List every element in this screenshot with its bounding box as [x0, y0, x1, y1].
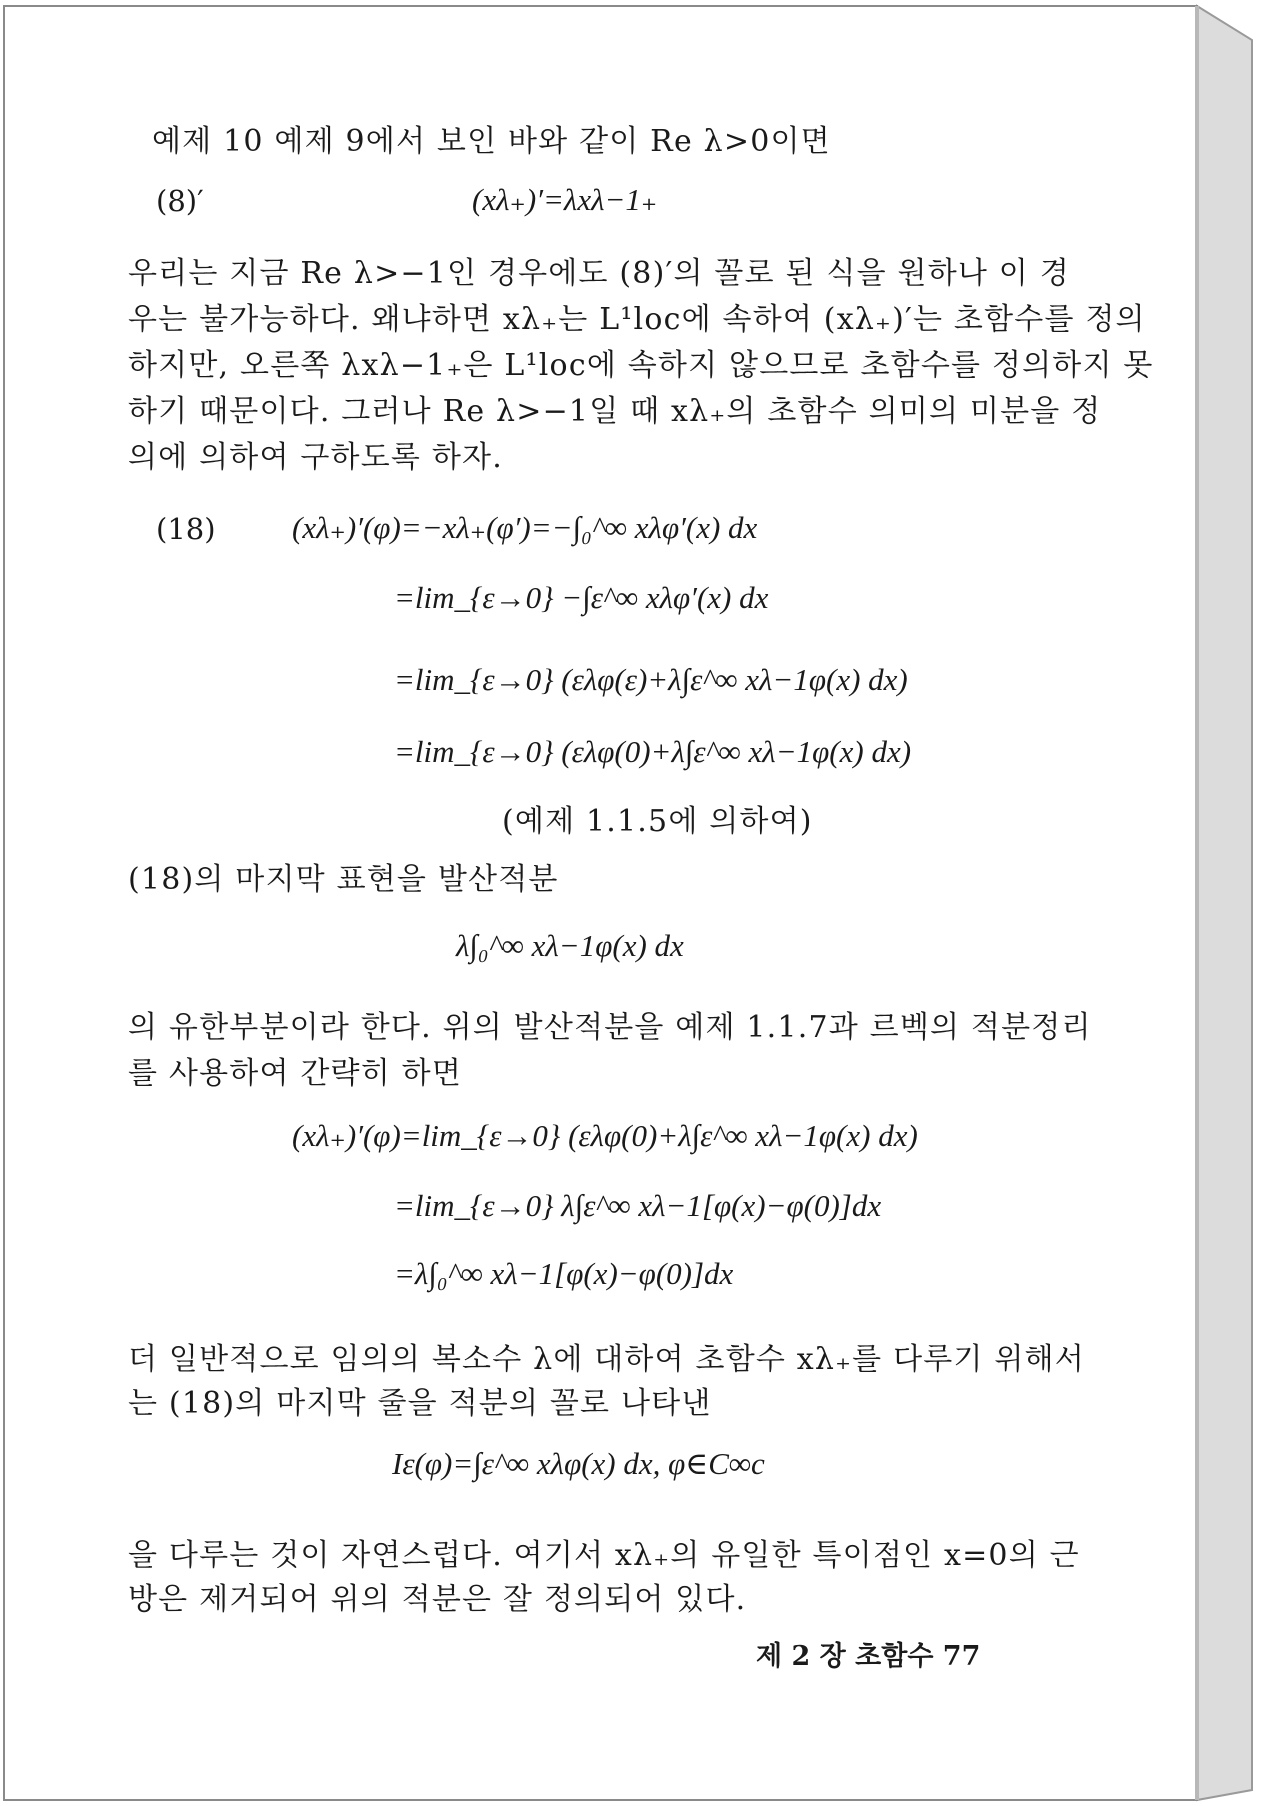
page-content [4, 6, 1200, 1800]
formula-line: λ∫₀^∞ xλ−1φ(x) dx [456, 928, 684, 963]
text-line: 을 다루는 것이 자연스럽다. 여기서 xλ₊의 유일한 특이점인 x=0의 근 [128, 1538, 1080, 1573]
formula-line: (xλ₊)′=λxλ−1₊ [472, 182, 658, 217]
formula-line: =lim_{ε→0} (ελφ(0)+λ∫ε^∞ xλ−1φ(x) dx) [394, 734, 912, 769]
text-line: (18)의 마지막 표현을 발산적분 [128, 862, 559, 897]
formula-line: Iε(φ)=∫ε^∞ xλφ(x) dx, φ∈C∞c [392, 1446, 765, 1481]
formula-line: (xλ₊)′(φ)=lim_{ε→0} (ελφ(0)+λ∫ε^∞ xλ−1φ(x) dx) [292, 1118, 918, 1153]
text-line: 의 유한부분이라 한다. 위의 발산적분을 예제 1.1.7과 르벡의 적분정리 [128, 1010, 1092, 1045]
text-line: (8)′ [156, 184, 204, 218]
text-line: 하지만, 오른쪽 λxλ−1₊은 L¹loc에 속하지 않으므로 초함수를 정의하지 못 [128, 348, 1154, 383]
text-line: 를 사용하여 간략히 하면 [128, 1056, 463, 1091]
text-line: 더 일반적으로 임의의 복소수 λ에 대하여 초함수 xλ₊를 다루기 위해서 [128, 1342, 1085, 1377]
text-line: 하기 때문이다. 그러나 Re λ>−1일 때 xλ₊의 초함수 의미의 미분을 정 [128, 394, 1102, 429]
formula-line: =lim_{ε→0} −∫ε^∞ xλφ′(x) dx [394, 580, 769, 615]
text-line: (예제 1.1.5에 의하여) [502, 804, 813, 839]
formula-line: (xλ₊)′(φ)=−xλ₊(φ′)=−∫₀^∞ xλφ′(x) dx [292, 510, 758, 545]
page-side-edge [1197, 6, 1252, 1800]
text-line: 우는 불가능하다. 왜냐하면 xλ₊는 L¹loc에 속하여 (xλ₊)′는 초함수를 정의 [128, 302, 1146, 337]
formula-line: =λ∫₀^∞ xλ−1[φ(x)−φ(0)]dx [394, 1256, 734, 1291]
text-line: 방은 제거되어 위의 적분은 잘 정의되어 있다. [128, 1582, 747, 1617]
text-line: 는 (18)의 마지막 줄을 적분의 꼴로 나타낸 [128, 1386, 712, 1421]
text-line: (18) [156, 512, 216, 546]
text-line: 예제 10 예제 9에서 보인 바와 같이 Re λ>0이면 [152, 124, 831, 159]
formula-line: =lim_{ε→0} (ελφ(ε)+λ∫ε^∞ xλ−1φ(x) dx) [394, 662, 908, 697]
text-line: 우리는 지금 Re λ>−1인 경우에도 (8)′의 꼴로 된 식을 원하나 이 경 [128, 256, 1070, 291]
formula-line: =lim_{ε→0} λ∫ε^∞ xλ−1[φ(x)−φ(0)]dx [394, 1188, 882, 1223]
page-footer: 제 2 장 초함수 77 [756, 1641, 981, 1672]
text-line: 의에 의하여 구하도록 하자. [128, 440, 503, 475]
